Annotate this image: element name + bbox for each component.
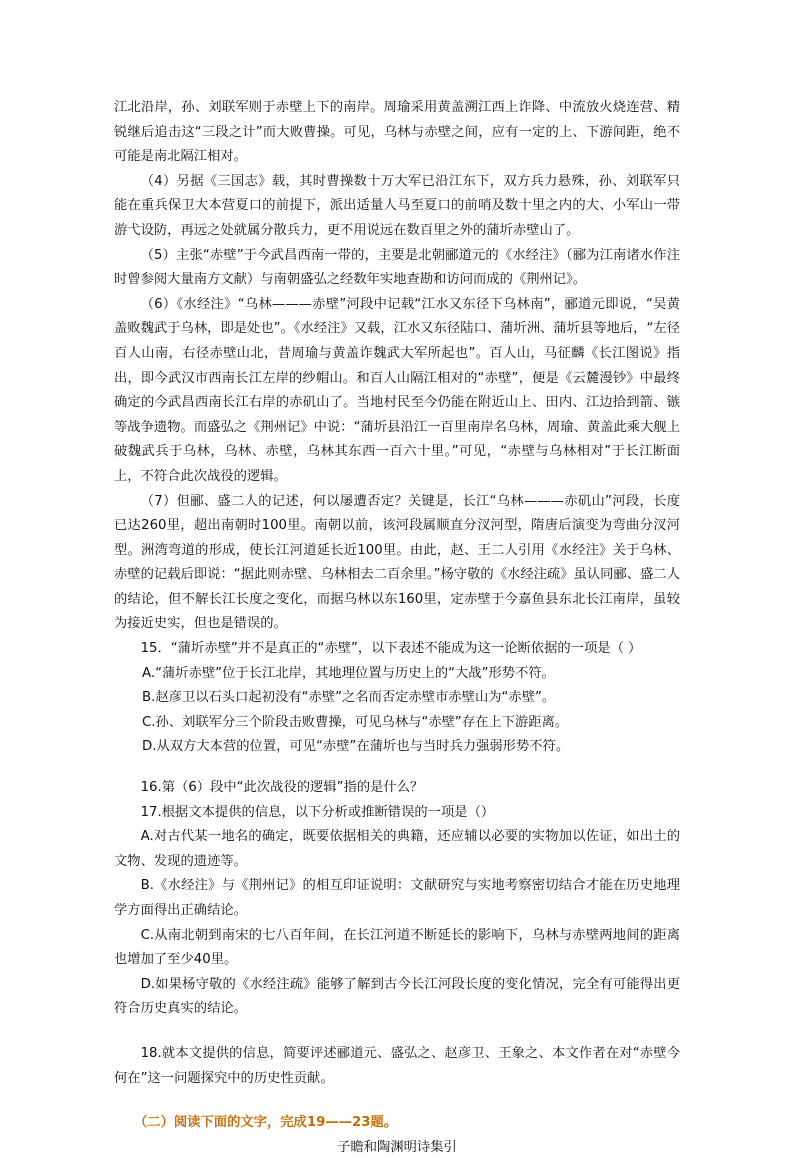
question-18-stem: 18.就本文提供的信息，简要评述郦道元、盛弘之、赵彦卫、王象之、本文作者在对“赤壁今何在”这一问题探究中的历史性贡献。 xyxy=(114,1045,680,1086)
passage-paragraph-7: （7）但郦、盛二人的记述，何以屡遭否定？关键是，长江“乌林———赤矶山”河段，长度已达260里，超出南朝时100里。南朝以前，该河段属顺直分汊河型，隋唐后演变为弯曲分汊河型。洲湾弯道的形成，使长江河道延长近100里。由此，赵、王二人引用《水经注》关于乌林、赤壁的记载后即说：“据此则赤壁、乌林相去二百余里。”杨守敬的《水经注疏》虽认同郦、盛二人的结论，但不解长江长度之变化，而据乌林以东160里，定赤壁于今嘉鱼县东北长江南岸，虽较为接近史实，但也是错误的。 xyxy=(114,493,680,632)
passage-paragraph-5: （5）主张“赤壁”于今武昌西南一带的，主要是北朝郦道元的《水经注》（郦为江南诸水作注时曾参阅大量南方文献）与南朝盛弘之经数年实地查勘和访问而成的《荆州记》。 xyxy=(114,247,680,288)
question-16-stem: 16.第（6）段中“此次战役的逻辑”指的是什么？ xyxy=(140,780,424,796)
question-15-option-d: D.从双方大本营的位置，可见“赤壁”在蒲圻也与当时兵力强弱形势不符。 xyxy=(142,739,570,755)
passage-paragraph-6: （6）《水经注》“乌林———赤壁”河段中记载“江水又东径下乌林南”，郦道元即说，“吴黄盖败魏武于乌林，即是处也”。《水经注》又载，江水又东径陆口、蒲圻洲、蒲圻县等地后，“左径百人山南，右径赤壁山北，昔周瑜与黄盖诈魏武大军所起也”。百人山，马征麟《长江图说》指出，即今武汉市西南长江左岸的纱帽山。和百人山隔江相对的“赤壁”，便是《云麓漫钞》中最终确定的今武昌西南长江右岸的赤矶山了。当地村民至今仍能在附近山上、田内、江边拾到箭、镞等战争遗物。而盛弘之《荆州记》中说：“蒲圻县沿江一百里南岸名乌林，周瑜、黄盖此乘大舰上破魏武兵于乌林，乌林、赤壁，乌林其东西一百六十里。”可见，“赤壁与乌林相对”于长江断面上，不符合此次战役的逻辑。 xyxy=(114,296,680,484)
section-2-title: 子瞻和陶渊明诗集引 xyxy=(337,1139,457,1155)
question-17-option-d: D.如果杨守敬的《水经注疏》能够了解到古今长江河段长度的变化情况，完全有可能得出更符合历史真实的结论。 xyxy=(114,976,680,1017)
question-15-stem: 15．“蒲圻赤壁”并不是真正的“赤壁”，以下表述不能成为这一论断依据的一项是（ ） xyxy=(140,641,642,657)
spacer xyxy=(114,1022,680,1042)
spacer xyxy=(114,1091,680,1111)
question-17-option-c: C.从南北朝到南宋的七八百年间，在长江河道不断延长的影响下，乌林与赤壁两地间的距离也增加了至少40里。 xyxy=(114,927,680,968)
question-15-option-a: A.“蒲圻赤壁”位于长江北岸，其地理位置与历史上的“大战”形势不符。 xyxy=(142,665,555,681)
passage-paragraph-3-end: 江北沿岸，孙、刘联军则于赤壁上下的南岸。周瑜采用黄盖溯江西上诈降、中流放火烧连营、精锐继后追击这“三段之计”而大败曹操。可见，乌林与赤壁之间，应有一定的上、下游间距，绝不可能是南北隔江相对。 xyxy=(114,100,680,165)
document-body xyxy=(114,96,680,1160)
question-15-option-c: C.孙、刘联军分三个阶段击败曹操，可见乌林与“赤壁”存在上下游距离。 xyxy=(142,714,569,730)
section-2-heading: （二）阅读下面的文字，完成19——23题。 xyxy=(134,1115,398,1131)
question-17-option-b: B.《水经注》与《荆州记》的相互印证说明：文献研究与实地考察密切结合才能在历史地理学方面得出正确结论。 xyxy=(114,878,680,918)
question-17-option-a: A.对古代某一地名的确定，既要依据相关的典籍，还应辅以必要的实物加以佐证，如出土的文物、发现的遗迹等。 xyxy=(114,829,680,869)
passage-paragraph-4: （4）另据《三国志》载，其时曹操数十万大军已沿江东下，双方兵力悬殊，孙、刘联军只能在重兵保卫大本营夏口的前提下，派出适量人马至夏口的前哨及数十里之内的大、小军山一带游弋设防，再远之处就属分散兵力，更不用说远在数百里之外的蒲圻赤壁山了。 xyxy=(114,173,680,238)
question-15-option-b: B.赵彦卫以石头口起初没有“赤壁”之名而否定赤壁市赤壁山为“赤壁”。 xyxy=(142,690,556,706)
question-17-stem: 17.根据文本提供的信息，以下分析或推断错误的一项是（） xyxy=(140,804,495,820)
spacer xyxy=(114,760,680,776)
